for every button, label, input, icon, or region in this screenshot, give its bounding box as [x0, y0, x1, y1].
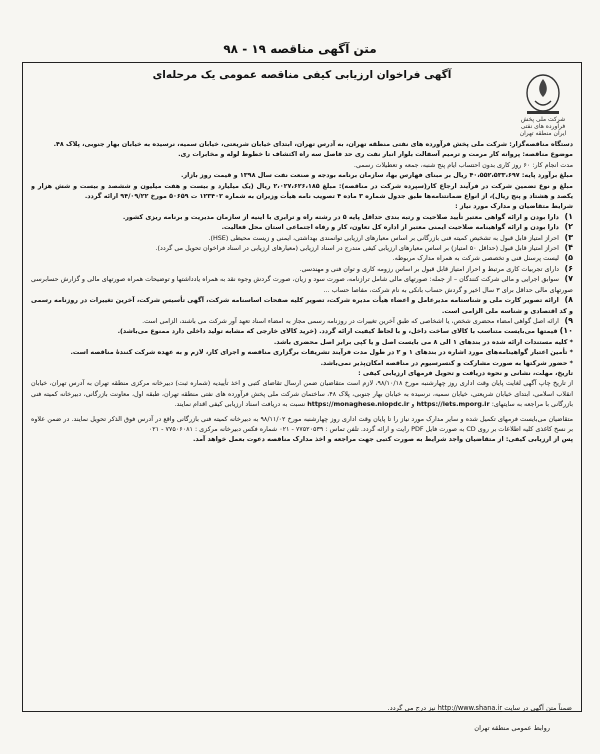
- requirement-item-10: ۱۰) قیمتها می‌بایست متناسب با کالای ساخت داخل، و با لحاظ کیفیت ارائه گردد. (خرید کالای خارجی که مشابه تولید داخلی دارد ممنوع می‌باشد).: [117, 326, 573, 336]
- guarantee-paragraph: مبلغ و نوع تضمین شرکت در فرآیند ارجاع کار(سپرده شرکت در مناقصه): مبلغ ۲،۰۲۷،۶۲۶،۱۸۵ ریال (یک میلیارد و بیست و هفت میلیون و ششصد و بیست و شش هزار و یکصد و هشتاد و پنج ریال)، از انواع ضمانتنامه‌ها طبق جدول شماره ۳ ماده ۴ تصویب نامه هیأت وزیران به شماره ۱۲۳۴۰۲ ت ۵۰۶۵۹ مورخ ۹۴/۰۹/۲۲ ارائه گردد.: [31, 181, 573, 201]
- announcement-body: [31, 139, 573, 705]
- announcement-box: [22, 62, 582, 712]
- organizer-paragraph: دستگاه مناقصه‌گزار: شرکت ملی پخش فرآورده های نفتی منطقه تهران، به آدرس تهران، ابتدای خیابان شریعتی، خیابان سمیه، نرسیده به خیابان بهار جنوبی، پلاک ۴۸.: [53, 140, 573, 148]
- requirement-item-2: ۲) دارا بودن و ارائه گواهینامه صلاحیت ایمنی معتبر از اداره کل تعاون، کار و رفاه اجتماعی استان محل فعالیت.: [221, 222, 573, 232]
- shana-link[interactable]: http://www.shana.ir: [437, 704, 503, 712]
- submission-paragraph: متقاضیان می‌بایست فرمهای تکمیل شده و سایر مدارک مورد نیاز را تا پایان وقت اداری روز چهارشنبه مورخ ۹۸/۱۱/۰۲ به دبیرخانه کمیته فنی بازرگانی واقع در آدرس فوق الذکر تحویل نمایند. در ضمن علاوه بر نسخ کاغذی کلیه اطلاعات بر روی CD به صورت فایل PDF رایت و ارائه گردد. تلفن تماس : ۷۷۵۲۰۵۳۹ - ۰۲۱ شماره فکس دبیرخانه مرکزی : ۷۷۵۰۶۰۸۱ - ۰۲۱: [31, 414, 573, 433]
- requirement-item-1: ۱) دارا بودن و ارائه گواهی معتبر تأیید صلاحیت و رتبه بندی حداقل پایه ۵ در رشته راه و ترابری با اینیه از سازمان مدیریت و برنامه ریزی کشور.: [122, 211, 573, 221]
- announcement-heading: آگهی فراخوان ارزیابی کیفی مناقصه عمومی یک مرحله‌ای: [152, 69, 452, 81]
- docs-paragraph: از تاریخ چاپ آگهی لغایت پایان وقت اداری روز چهارشنبه مورخ ۹۸/۱۰/۱۸، لازم است متقاضیان ضمن ارسال تقاضای کتبی و اخذ تأییدیه (شماره ثبت) دبیرخانه مرکزی منطقه تهران به آدرس تهران، خیابان انقلاب اسلامی، ابتدای خیابان شریعتی، خیابان سمیه، نرسیده به خیابان بهار جنوبی، پلاک ۴۸، ساختمان شرکت ملی پخش فرآورده های نفتی منطقه تهران، طبقه اول، معاونت بازرگانی، دبیرخانه کمیته فنی بازرگانی با مراجعه به سایتهای: https://iets.mporg.ir و https://monaghese.niopdc.ir نسبت به دریافت اسناد ارزیابی کیفی اقدام نمایند.: [31, 379, 573, 409]
- docs-title: تاریخ، مهلت، نشانی و نحوه دریافت و تحویل فرمهای ارزیابی کیفی :: [358, 368, 573, 377]
- requirement-item-5: ۵) لیست پرسنل فنی و تخصصی شرکت به همراه مدارک مربوطه.: [392, 253, 573, 263]
- duration-paragraph: مدت انجام کار: ۶۰ روز کاری بدون احتساب ایام پنج شنبه، جمعه و تعطیلات رسمی.: [353, 160, 573, 169]
- monaghese-link[interactable]: https://monaghese.niopdc.ir: [307, 400, 410, 409]
- requirement-item-4: ۴) احراز امتیاز قابل قبول (حداقل ۵۰ امتیاز) بر اساس معیارهای ارزیابی کیفی مندرج در اسناد ارزیابی (معیارهای ارزیابی در اسناد فراخوان تحویل می گردد).: [155, 243, 573, 253]
- footer-note: ضمناً متن آگهی در سایت http://www.shana.ir نیز درج می گردد.: [387, 704, 572, 712]
- signature: روابط عمومی منطقه تهران: [474, 724, 550, 732]
- estimate-paragraph: مبلغ برآورد پایه: ۴۰،۵۵۲،۵۳۳،۶۹۷ ریال بر مبنای فهارس بها، سازمان برنامه بودجه و صنعت نفت سال ۱۳۹۸ و قیمت روز بازار.: [181, 171, 573, 180]
- evaluation-paragraph: پس از ارزیابی کیفی: از متقاضیان واجد شرایط به صورت کتبی جهت مراجعه و اخذ مدارک مناقصه دعوت بعمل خواهد آمد.: [192, 435, 573, 444]
- logo-caption: شرکت ملی پخش فرآورده های نفتی ایران منطقه تهران: [519, 116, 567, 137]
- note-3: * حضور شرکتها به صورت مشارکت و کنسرسیوم در مناقصه امکان‌پذیر نمی‌باشد.: [320, 358, 573, 367]
- document-title: متن آگهی مناقصه ۱۹ - ۹۸: [223, 42, 377, 56]
- requirement-item-6: ۶) دارای تجربیات کاری مرتبط و احراز امتیاز قابل قبول بر اساس رزومه کاری و توان فنی و مهندسی.: [299, 263, 573, 273]
- requirements-title: شرایط متقاضیان و مدارک مورد نیاز :: [455, 202, 573, 211]
- note-2: * تأمین اعتبار گواهینامه‌های مورد اشاره در بندهای ۱ و ۲ در طول مدت فرآیند تشریفات برگزاری مناقصه و اجرای کار، لازم و به عهده شرکت کنندهٔ مناقصه است.: [70, 348, 573, 357]
- note-1: * کلیه مستندات ارائه شده در بندهای ۱ الی ۸ می بایست اصل و یا کپی برابر اصل محضری باشد.: [273, 337, 573, 346]
- subject-paragraph: موضوع مناقصه: پروانه کار مرمت و ترمیم آسفالت بلوار انبار نفت ری حد فاصل سه راه اکتشاف تا خطوط لوله و مخابرات ری.: [178, 150, 573, 159]
- requirement-item-9: ۹) ارائه اصل گواهی امضاء محضری شخص، یا اشخاصی که طبق آخرین تغییرات در روزنامه رسمی مجاز به امضاء اسناد تعهد آور شرکت می باشند، الزامی است.: [142, 315, 573, 325]
- requirement-item-7: ۷) سوابق اجرایی و مالی شرکت کنندگان – از جمله: صورتهای مالی شامل ترازنامه، صورت سود و زیان، صورت گردش وجوه نقد به همراه یادداشتها و توضیحات همراه صورتهای مالی و گزارش حسابرسی صورتهای مالی حداقل برای ۳ سال اخیر و گردش حساب بانکی به نام شرکت، مفاصا حساب ...: [31, 274, 573, 294]
- company-logo: [515, 71, 571, 137]
- requirement-item-8: ۸) ارائه تصویر کارت ملی و شناسنامه مدیرعامل و اعضاء هیأت مدیره شرکت، تصویر کلیه صفحات اساسنامه شرکت، آگهی تأسیس شرکت، آخرین تغییرات در روزنامه رسمی و کد اقتصادی و شناسه ملی الزامی است.: [31, 295, 573, 315]
- iets-link[interactable]: https://iets.mporg.ir: [416, 400, 490, 409]
- requirement-item-3: ۳) احراز امتیاز قابل قبول به تشخیص کمیته فنی بازرگانی بر اساس معیارهای ارزیابی توانمندی بهداشتی، ایمنی و زیست محیطی (HSE).: [208, 232, 573, 242]
